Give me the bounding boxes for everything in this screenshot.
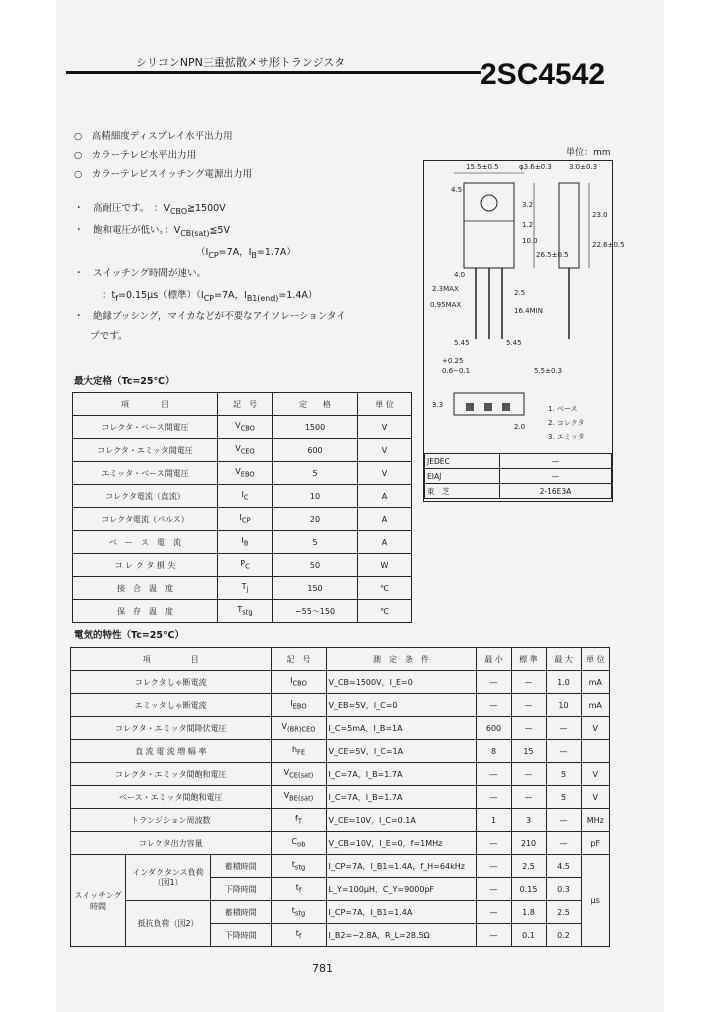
param-name: コレクタ・エミッタ間降伏電圧	[71, 717, 272, 740]
table-row	[73, 577, 412, 600]
condition-cell: V_EB=5V，I_C=0	[326, 694, 476, 717]
min-cell: —	[476, 763, 511, 786]
application-item: ○ カラーテレビスイッチング電源出力用	[74, 169, 253, 180]
symbol-cell: $h_{FE}$	[271, 740, 326, 763]
pin-label: 2. コレクタ	[548, 419, 585, 427]
table-row	[71, 671, 610, 694]
standard-name: JEDEC	[425, 454, 500, 469]
feature-item: ・ スイッチング時間が速い。	[74, 268, 206, 279]
rating-value: 5	[273, 531, 358, 554]
table-row	[73, 485, 412, 508]
param-name: トランジション周波数	[71, 809, 272, 832]
param-name: ベ ー ス 電 流	[73, 531, 218, 554]
unit-cell: W	[358, 554, 412, 577]
unit-cell: A	[358, 485, 412, 508]
standard-value: —	[500, 469, 612, 484]
condition-cell: I_CP=7A，I_B1=1.4A，f_H=64kHz	[326, 855, 476, 878]
feature-item: ・ 絶縁ブッシング，マイカなどが不要なアイソレーションタイ	[74, 311, 346, 322]
condition-cell: I_C=7A，I_B=1.7A	[326, 786, 476, 809]
param-name: コレクタ・エミッタ間電圧	[73, 439, 218, 462]
param-name: 保 存 温 度	[73, 600, 218, 623]
inductive-load-label: インダクタンス負荷（図1）	[126, 855, 211, 901]
fall-time-label: 下降時間	[211, 924, 272, 947]
symbol-cell: $V_{CE(sat)}$	[271, 763, 326, 786]
unit-cell: V	[358, 439, 412, 462]
typ-cell: —	[511, 717, 546, 740]
dimension-label: 2.0	[514, 423, 526, 431]
symbol-cell: $V_{(BR)CEO}$	[271, 717, 326, 740]
condition-cell: V_CE=10V，I_C=0.1A	[326, 809, 476, 832]
dimension-label: 0.95MAX	[430, 301, 462, 309]
typ-cell: 0.1	[511, 924, 546, 947]
unit-cell	[581, 740, 610, 763]
param-name: 接 合 温 度	[73, 577, 218, 600]
package-outline-box	[423, 160, 625, 502]
symbol-cell: $f_T$	[271, 809, 326, 832]
condition-cell: L_Y=100μH，C_Y=9000pF	[326, 878, 476, 901]
typ-cell: 3	[511, 809, 546, 832]
rating-value: 20	[273, 508, 358, 531]
min-cell: —	[476, 694, 511, 717]
min-cell: 8	[476, 740, 511, 763]
symbol-cell: $t_{stg}$	[271, 855, 326, 878]
table-row	[73, 531, 412, 554]
column-header: 記 号	[218, 393, 273, 416]
feature-item-continued: プです。	[90, 331, 128, 342]
dimension-label: 26.5±0.5	[536, 251, 569, 259]
column-header: 項 目	[73, 393, 218, 416]
table-row	[71, 740, 610, 763]
max-cell: 4.5	[546, 855, 581, 878]
application-item: ○ 高精細度ディスプレイ水平出力用	[74, 131, 233, 142]
dimension-label: +0.25	[442, 357, 464, 365]
unit-cell: V	[581, 786, 610, 809]
condition-cell: V_CB=1500V，I_E=0	[326, 671, 476, 694]
symbol-cell: $I_{CBO}$	[271, 671, 326, 694]
column-header: 最 小	[476, 648, 511, 671]
max-ratings-table	[72, 392, 412, 623]
typ-cell: 2.5	[511, 855, 546, 878]
symbol-cell: $V_{CEO}$	[218, 439, 273, 462]
column-header: 単 位	[581, 648, 610, 671]
column-header: 記 号	[271, 648, 326, 671]
unit-cell: ℃	[358, 577, 412, 600]
feature-condition: （$I_{CP}=7A$，$I_B=1.7A$）	[196, 247, 296, 260]
condition-cell: V_CB=10V，I_E=0，f=1MHz	[326, 832, 476, 855]
column-header: 最 大	[546, 648, 581, 671]
column-header: 単 位	[358, 393, 412, 416]
table-row	[425, 469, 612, 484]
unit-cell: A	[358, 508, 412, 531]
typ-cell: 1.8	[511, 901, 546, 924]
dimension-label: 4.5	[451, 186, 463, 194]
max-cell: 5	[546, 786, 581, 809]
standard-name: 東 芝	[425, 484, 500, 499]
dimension-label: 5.45	[454, 339, 470, 347]
symbol-cell: $t_f$	[271, 924, 326, 947]
unit-cell: A	[358, 531, 412, 554]
column-header: 項 目	[71, 648, 272, 671]
table-row	[71, 694, 610, 717]
symbol-cell: $C_{ob}$	[271, 832, 326, 855]
table-row	[73, 416, 412, 439]
fall-time-label: 下降時間	[211, 878, 272, 901]
rating-value: −55〜150	[273, 600, 358, 623]
datasheet-page	[56, 0, 664, 1012]
typ-cell: 210	[511, 832, 546, 855]
max-cell: —	[546, 809, 581, 832]
table-row	[73, 439, 412, 462]
part-number: 2SC4542	[480, 58, 606, 91]
dimension-label: 1.2	[522, 221, 534, 229]
table-row	[71, 809, 610, 832]
min-cell: —	[476, 671, 511, 694]
table-header-row	[73, 393, 412, 416]
typ-cell: —	[511, 694, 546, 717]
min-cell: 600	[476, 717, 511, 740]
typ-cell: —	[511, 763, 546, 786]
column-header: 標 準	[511, 648, 546, 671]
table-header-row	[71, 648, 610, 671]
table-row	[425, 454, 612, 469]
electrical-title: 電気的特性（Tc=25℃）	[74, 630, 185, 641]
condition-cell: I_B2=−2.8A，R_L=28.5Ω	[326, 924, 476, 947]
unit-cell: pF	[581, 832, 610, 855]
symbol-cell: $T_j$	[218, 577, 273, 600]
condition-cell: V_CE=5V，I_C=1A	[326, 740, 476, 763]
condition-cell: I_C=7A，I_B=1.7A	[326, 763, 476, 786]
rating-value: 600	[273, 439, 358, 462]
symbol-cell: $I_C$	[218, 485, 273, 508]
table-row	[73, 600, 412, 623]
table-row	[73, 508, 412, 531]
feature-condition: ：$t_f=0.15\mu s$（標準）（$I_{CP}=7A$，$I_{B1(end)}=1.4A$）	[102, 290, 318, 303]
max-cell: 0.2	[546, 924, 581, 947]
min-cell: —	[476, 901, 511, 924]
product-subtitle: シリコンNPN三重拡散メサ形トランジスタ	[136, 56, 346, 69]
min-cell: —	[476, 855, 511, 878]
standard-name: EIAJ	[425, 469, 500, 484]
dimension-label: 3.3	[432, 401, 444, 409]
header-rule	[66, 71, 481, 74]
standard-value: 2-16E3A	[500, 484, 612, 499]
param-name: コ レ ク タ 損 失	[73, 554, 218, 577]
dimension-label: 2.3MAX	[432, 285, 459, 293]
max-cell: 1.0	[546, 671, 581, 694]
symbol-cell: $T_{stg}$	[218, 600, 273, 623]
table-row	[71, 832, 610, 855]
symbol-cell: $t_{stg}$	[271, 901, 326, 924]
param-name: エミッタしゃ断電流	[71, 694, 272, 717]
table-row	[73, 462, 412, 485]
dimension-label: 2.5	[514, 289, 526, 297]
typ-cell: —	[511, 786, 546, 809]
max-cell: —	[546, 832, 581, 855]
dimension-label: 15.5±0.5	[466, 163, 499, 171]
storage-time-label: 蓄積時間	[211, 901, 272, 924]
feature-item: ・ 高耐圧です。 ：$V_{CBO}≧1500V$	[74, 203, 226, 216]
dimension-label: 23.0	[592, 211, 608, 219]
typ-cell: 15	[511, 740, 546, 763]
rating-value: 50	[273, 554, 358, 577]
column-header: 定 格	[273, 393, 358, 416]
max-cell: 5	[546, 763, 581, 786]
unit-cell: V	[581, 763, 610, 786]
min-cell: —	[476, 832, 511, 855]
param-name: コレクタ・ベース間電圧	[73, 416, 218, 439]
table-row	[71, 763, 610, 786]
rating-value: 1500	[273, 416, 358, 439]
pin-label: 1. ベース	[548, 405, 578, 413]
param-name: コレクタ・エミッタ間飽和電圧	[71, 763, 272, 786]
typ-cell: 0.15	[511, 878, 546, 901]
pin-label: 3. エミッタ	[548, 433, 585, 441]
resistive-load-label: 抵抗負荷（図2）	[126, 901, 211, 947]
symbol-cell: $I_{CP}$	[218, 508, 273, 531]
symbol-cell: $I_B$	[218, 531, 273, 554]
switching-label: スイッチング時間	[71, 855, 126, 947]
rating-value: 150	[273, 577, 358, 600]
symbol-cell: $P_C$	[218, 554, 273, 577]
unit-cell: μs	[581, 855, 610, 947]
application-item: ○ カラーテレビ水平出力用	[74, 150, 197, 161]
electrical-table	[70, 647, 610, 947]
max-cell: —	[546, 740, 581, 763]
unit-cell: mA	[581, 694, 610, 717]
max-ratings-title: 最大定格（Tc=25℃）	[74, 376, 175, 387]
typ-cell: —	[511, 671, 546, 694]
condition-cell: I_CP=7A，I_B1=1.4A	[326, 901, 476, 924]
max-cell: 10	[546, 694, 581, 717]
max-cell: 0.3	[546, 878, 581, 901]
param-name: ベース・エミッタ間飽和電圧	[71, 786, 272, 809]
unit-cell: V	[358, 462, 412, 485]
condition-cell: I_C=5mA，I_B=1A	[326, 717, 476, 740]
dimension-label: 3.2	[522, 201, 534, 209]
dimension-label: 10.0	[522, 237, 538, 245]
min-cell: —	[476, 786, 511, 809]
unit-cell: MHz	[581, 809, 610, 832]
dimension-label: 5.5±0.3	[534, 367, 563, 375]
table-row	[425, 484, 612, 499]
param-name: エミッタ・ベース間電圧	[73, 462, 218, 485]
dimension-label: 0.6−0.1	[442, 367, 471, 375]
symbol-cell: $V_{EBO}$	[218, 462, 273, 485]
table-row	[71, 717, 610, 740]
dimension-label: 16.4MIN	[514, 307, 543, 315]
max-cell: —	[546, 717, 581, 740]
min-cell: 1	[476, 809, 511, 832]
table-row	[71, 901, 610, 924]
dimension-label: 3.0±0.3	[569, 163, 598, 171]
rating-value: 5	[273, 462, 358, 485]
param-name: 直 流 電 流 増 幅 率	[71, 740, 272, 763]
page-number: 781	[312, 962, 333, 975]
param-name: コレクタ出力容量	[71, 832, 272, 855]
min-cell: —	[476, 924, 511, 947]
feature-item: ・ 飽和電圧が低い。：$V_{CB(sat)}≦5V$	[74, 225, 230, 238]
storage-time-label: 蓄積時間	[211, 855, 272, 878]
dimension-label: 5.45	[506, 339, 522, 347]
dimension-label: 22.6±0.5	[592, 241, 625, 249]
table-row	[71, 786, 610, 809]
unit-cell: mA	[581, 671, 610, 694]
unit-cell: V	[581, 717, 610, 740]
min-cell: —	[476, 878, 511, 901]
standard-value: —	[500, 454, 612, 469]
param-name: コレクタ電流（パルス）	[73, 508, 218, 531]
symbol-cell: $I_{EBO}$	[271, 694, 326, 717]
dimension-label: φ3.6±0.3	[519, 163, 552, 171]
symbol-cell: $V_{BE(sat)}$	[271, 786, 326, 809]
dimension-label: 4.0	[454, 271, 466, 279]
max-cell: 2.5	[546, 901, 581, 924]
unit-cell: ℃	[358, 600, 412, 623]
unit-cell: V	[358, 416, 412, 439]
unit-label: 単位：mm	[566, 148, 611, 158]
package-standards-table	[424, 453, 612, 499]
param-name: コレクタ電流（直流）	[73, 485, 218, 508]
rating-value: 10	[273, 485, 358, 508]
symbol-cell: $V_{CBO}$	[218, 416, 273, 439]
param-name: コレクタしゃ断電流	[71, 671, 272, 694]
table-row	[71, 855, 610, 878]
symbol-cell: $t_f$	[271, 878, 326, 901]
table-row	[73, 554, 412, 577]
column-header: 測 定 条 件	[326, 648, 476, 671]
